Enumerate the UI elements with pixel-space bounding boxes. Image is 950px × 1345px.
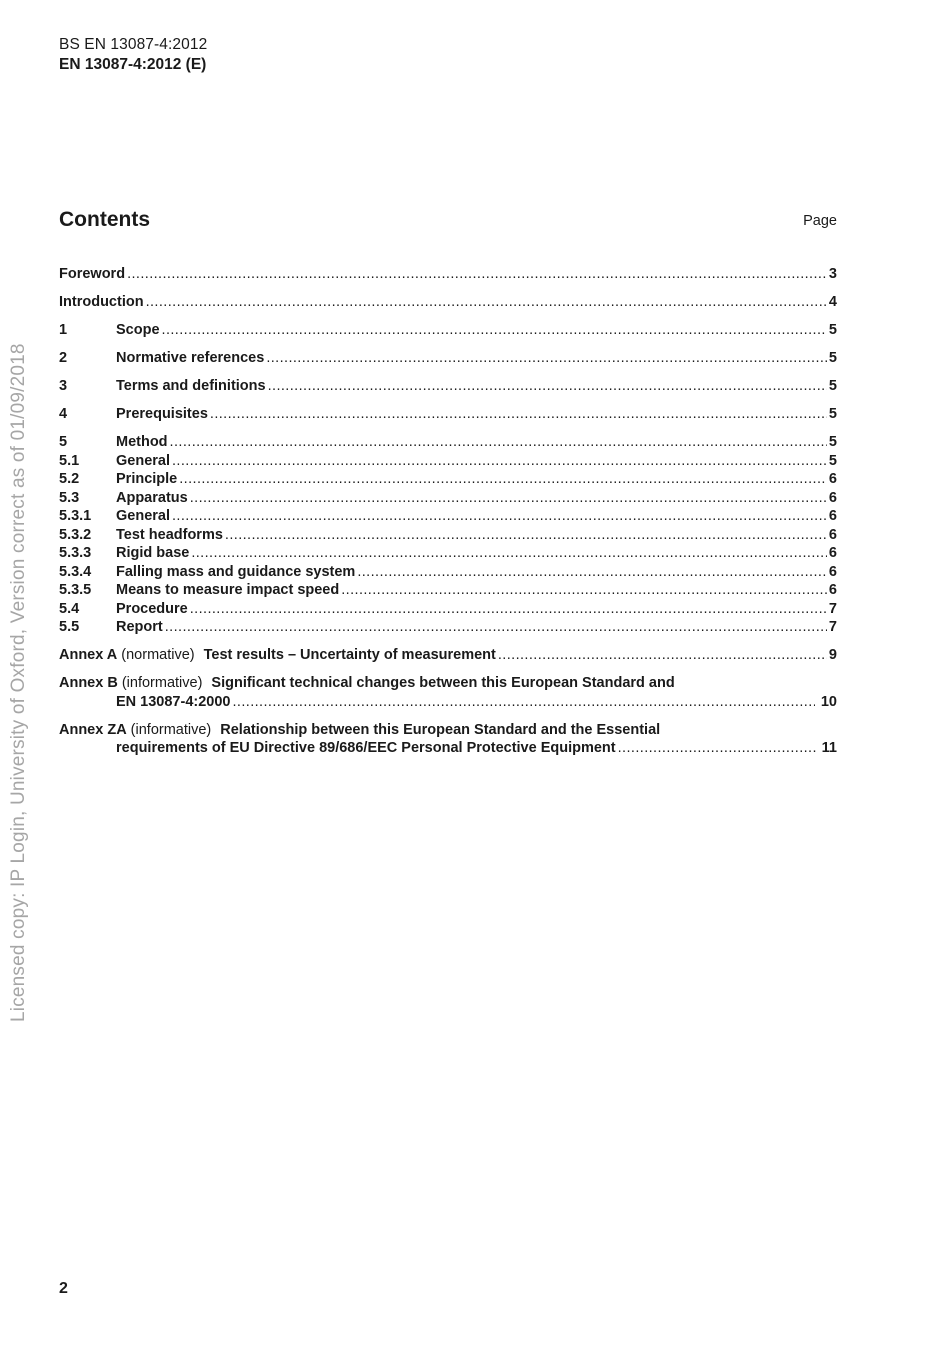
toc-leader (341, 582, 827, 598)
annex-type: (informative) (130, 721, 212, 738)
toc-leader (357, 564, 827, 580)
document-code: BS EN 13087-4:2012 (59, 36, 208, 53)
toc-page: 5 (828, 378, 837, 394)
toc-page: 6 (828, 508, 837, 524)
toc-number: 5 (59, 434, 68, 450)
toc-leader (162, 322, 827, 338)
annex-label: Annex A (59, 647, 118, 663)
toc-title: Rigid base (116, 545, 190, 561)
toc-page: 6 (828, 582, 837, 598)
toc-page: 11 (821, 740, 837, 756)
toc-page: 10 (820, 693, 837, 710)
toc-entry-5-3-5[interactable] (59, 582, 837, 601)
toc-leader (618, 740, 816, 756)
page-number: 2 (59, 1280, 68, 1297)
toc-number: 2 (59, 350, 68, 366)
toc-title: Method (116, 434, 168, 450)
toc-number: 5.3 (59, 489, 80, 506)
toc-entry-5[interactable] (59, 434, 837, 453)
toc-leader (266, 350, 827, 366)
toc-leader (210, 406, 827, 422)
toc-leader (232, 694, 814, 710)
document-code-en: EN 13087-4:2012 (E) (59, 56, 207, 73)
toc-title: Means to measure impact speed (116, 582, 340, 598)
annex-type: (informative) (121, 675, 203, 691)
toc-entry-5-4[interactable] (59, 601, 837, 620)
annex-label: Annex B (59, 675, 118, 691)
toc-entry-annex-b[interactable] (59, 675, 837, 712)
toc-entry-5-3[interactable] (59, 490, 837, 509)
toc-title: General (116, 452, 170, 469)
toc-title: Test headforms (116, 526, 223, 543)
toc-title: Prerequisites (116, 406, 208, 422)
toc-title: Procedure (116, 600, 188, 617)
toc-title: Principle (116, 471, 178, 487)
toc-leader (191, 545, 827, 561)
toc-title: Test results – Uncertainty of measurement (203, 647, 496, 663)
toc-leader (498, 647, 827, 663)
toc-number: 5.3.2 (59, 526, 92, 543)
toc-leader (127, 266, 827, 282)
toc-page: 5 (828, 452, 837, 469)
toc-entry-5-3-4[interactable] (59, 564, 837, 583)
toc-number: 5.3.5 (59, 582, 92, 598)
toc-number: 5.3.1 (59, 508, 92, 524)
annex-type: (normative) (121, 647, 195, 663)
toc-number: 5.1 (59, 452, 80, 469)
toc-title-line2: EN 13087-4:2000 (116, 693, 231, 710)
toc-title: Foreword (59, 266, 126, 282)
toc-page: 5 (828, 406, 837, 422)
toc-title: Report (116, 619, 163, 635)
toc-entry-5-2[interactable] (59, 471, 837, 490)
toc-leader (179, 471, 827, 487)
toc-entry-3[interactable] (59, 378, 837, 397)
toc-page: 6 (828, 563, 837, 580)
toc-title: General (116, 508, 170, 524)
toc-entry-annex-za[interactable] (59, 722, 837, 759)
toc-title-line1: Relationship between this European Standard and the Essential (220, 721, 661, 738)
toc-page: 3 (828, 266, 837, 282)
toc-leader (165, 619, 827, 635)
toc-number: 5.5 (59, 619, 80, 635)
toc-page: 5 (828, 322, 837, 338)
toc-page: 4 (828, 294, 837, 310)
toc-entry-5-3-1[interactable] (59, 508, 837, 527)
toc-entry-5-3-3[interactable] (59, 545, 837, 564)
toc-entry-foreword[interactable] (59, 266, 837, 285)
toc-page: 6 (828, 489, 837, 506)
toc-page: 6 (828, 545, 837, 561)
toc-page: 6 (828, 471, 837, 487)
toc-entry-5-1[interactable] (59, 453, 837, 472)
toc-title: Apparatus (116, 489, 188, 506)
toc-title: Terms and definitions (116, 378, 266, 394)
toc-page: 7 (828, 600, 837, 617)
toc-page: 9 (828, 647, 837, 663)
toc-entry-5-5[interactable] (59, 619, 837, 638)
table-of-contents (59, 266, 837, 759)
license-watermark: Licensed copy: IP Login, University of Oxford, Version correct as of 01/09/2018 (8, 343, 29, 1022)
toc-leader (170, 434, 827, 450)
toc-number: 1 (59, 322, 68, 338)
toc-leader (146, 294, 827, 310)
toc-leader (172, 453, 827, 469)
toc-number: 4 (59, 406, 68, 422)
toc-entry-introduction[interactable] (59, 294, 837, 313)
toc-page: 7 (828, 619, 837, 635)
annex-label: Annex ZA (59, 721, 127, 738)
toc-title-line1: Significant technical changes between this European Standard and (211, 675, 675, 691)
toc-page: 6 (828, 526, 837, 543)
toc-page: 5 (828, 434, 837, 450)
toc-entry-2[interactable] (59, 350, 837, 369)
toc-entry-1[interactable] (59, 322, 837, 341)
toc-title: Normative references (116, 350, 265, 366)
toc-leader (190, 490, 827, 506)
toc-number: 5.3.4 (59, 563, 92, 580)
page-column-label: Page (803, 213, 837, 229)
toc-entry-4[interactable] (59, 406, 837, 425)
toc-title: Scope (116, 322, 160, 338)
toc-leader (225, 527, 827, 543)
toc-title: Falling mass and guidance system (116, 563, 356, 580)
toc-number: 5.2 (59, 471, 80, 487)
toc-leader (172, 508, 827, 524)
contents-title: Contents (59, 208, 150, 231)
toc-title: Introduction (59, 294, 144, 310)
toc-number: 5.3.3 (59, 545, 92, 561)
toc-entry-5-3-2[interactable] (59, 527, 837, 546)
toc-entry-annex-a[interactable] (59, 647, 837, 666)
toc-leader (190, 601, 827, 617)
toc-page: 5 (828, 350, 837, 366)
toc-number: 5.4 (59, 600, 80, 617)
toc-number: 3 (59, 378, 68, 394)
toc-leader (268, 378, 827, 394)
toc-title-line2: requirements of EU Directive 89/686/EEC Personal Protective Equipment (116, 740, 616, 756)
